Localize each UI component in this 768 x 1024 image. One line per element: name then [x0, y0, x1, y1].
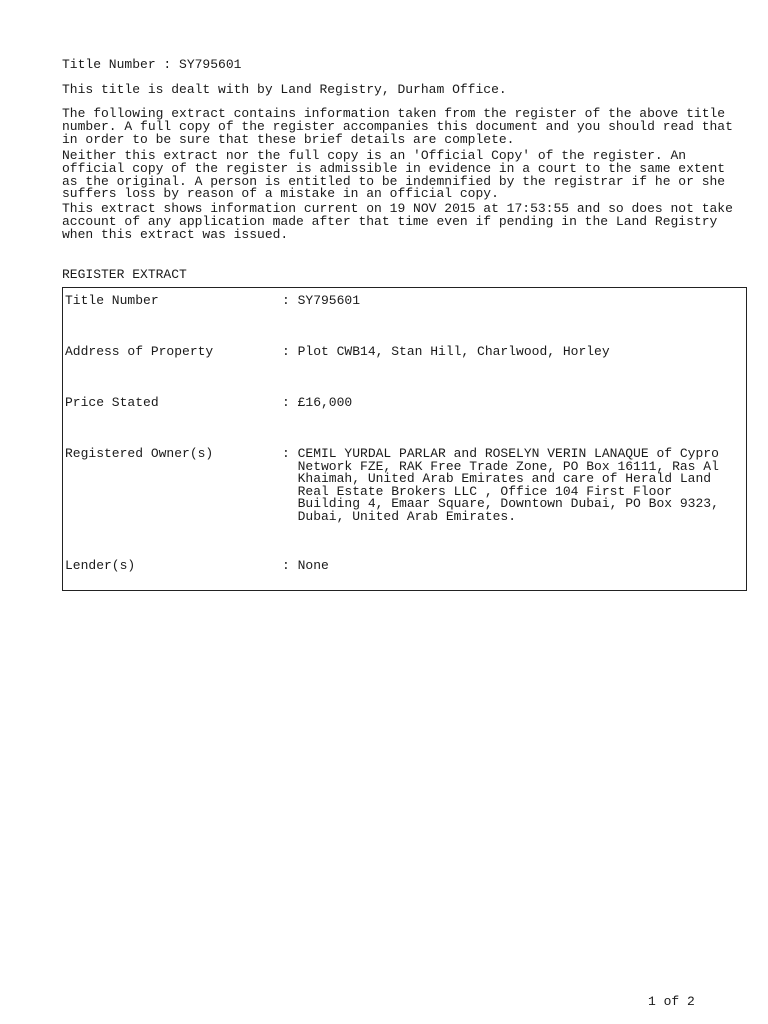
row-value-owners: : CEMIL YURDAL PARLAR and ROSELYN VERIN LANAQUE of Cypro Network FZE, RAK Free Trade Zone, PO Box 16111, Ras Al Khaimah, United Arab Emirates and care of Herald Land Real Estate Brokers LLC , Office 104 First Floor Building 4, Emaar Square, Downtown Dubai, PO Box 9323, Dubai, United Arab Emirates. [282, 446, 719, 524]
row-value-title-number: : SY795601 [282, 293, 361, 308]
row-label-price: Price Stated [65, 395, 159, 410]
row-label-lenders: Lender(s) [65, 558, 136, 573]
row-label-address: Address of Property [65, 344, 214, 359]
row-label-title-number: Title Number [65, 293, 159, 308]
title-number-heading: Title Number : SY795601 [62, 57, 242, 72]
row-value-address: : Plot CWB14, Stan Hill, Charlwood, Horley [282, 344, 610, 359]
row-value-lenders: : None [282, 558, 329, 573]
row-value-price: : £16,000 [282, 395, 353, 410]
page-indicator: 1 of 2 [648, 994, 695, 1009]
intro-paragraph-2: Neither this extract nor the full copy is an 'Official Copy' of the register. An official copy of the register is admissible in evidence in a court to the same extent as the original. A person is entitled to be indemnified by the registrar if he or she suffers loss by reason of a mistake in an official copy. [62, 148, 726, 202]
intro-paragraph-3: This extract shows information current on 19 NOV 2015 at 17:53:55 and so does not take account of any application made after that time even if pending in the Land Registry when this extract was issued. [62, 201, 733, 242]
register-extract-heading: REGISTER EXTRACT [62, 267, 187, 282]
row-label-owners: Registered Owner(s) [65, 446, 214, 461]
intro-paragraph-1: The following extract contains information taken from the register of the above title number. A full copy of the register accompanies this document and you should read that in order to be sure that these brief details are complete. [62, 106, 733, 147]
office-statement: This title is dealt with by Land Registry, Durham Office. [62, 82, 507, 97]
register-extract-table [62, 287, 747, 591]
